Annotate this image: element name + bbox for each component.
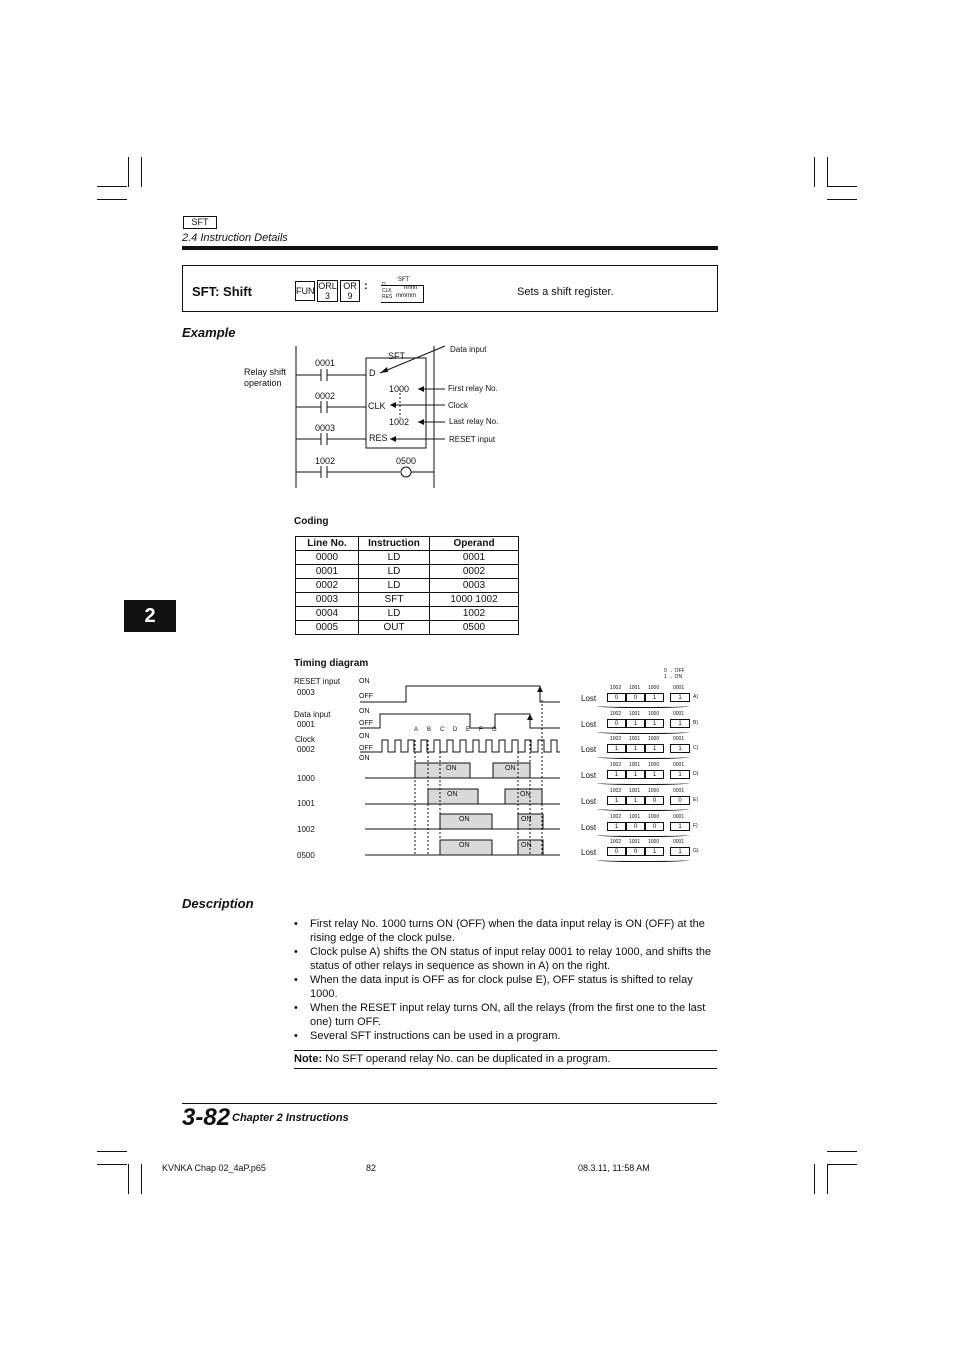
cell: 0003 [296,593,359,607]
bullet-text: When the RESET input relay turns ON, all the relays (from the first one to the last one) turn OFF. [310,1002,706,1028]
crop-mark [814,157,815,187]
register-bit: 1 [607,796,626,805]
cell: 1000 1002 [430,593,519,607]
table-row [296,579,519,593]
register-header: 1002 [610,839,622,845]
reset-on-label: ON [359,678,370,685]
register-bit: 1 [626,744,645,753]
instruction-title: SFT: Shift [192,284,252,299]
input-bit: 1 [670,693,690,702]
shift-arrow [597,703,689,708]
example-heading: Example [182,325,236,340]
list-item: • When the data input is OFF as for clock pulse E), OFF status is shifted to relay 1000. [294,974,693,1000]
contact-label-0002: 0002 [315,391,336,401]
input-bit: 1 [670,822,690,831]
r0500-on-text-1: ON [459,842,470,849]
register-bit: 0 [607,693,626,702]
lost-label: Lost [581,823,597,832]
register-header: 1002 [610,685,622,691]
register-header: 1000 [648,814,660,820]
input-bit: 1 [670,744,690,753]
contact-label-1002: 1002 [315,456,336,466]
crop-mark [97,1164,127,1165]
key-orl [317,280,338,302]
timing-reset-label: RESET input [294,677,341,686]
legend-on: 1 → ON [664,674,683,680]
crop-mark [827,186,857,187]
pulse-letter-a: A [414,727,419,733]
contact-label-0003: 0003 [315,423,336,433]
cell: SFT [359,593,430,607]
key-or-top: OR [343,281,357,291]
data-on-label: ON [359,708,370,715]
sft-last-relay: 1002 [389,417,410,427]
footer-date: 08.3.11, 11:58 AM [578,1163,650,1173]
contact-label-0001: 0001 [315,358,336,368]
chapter-label: Chapter 2 Instructions [232,1112,349,1124]
register-bit: 1 [607,770,626,779]
timing-clock-label: Clock [295,735,316,744]
state-id: E) [693,797,698,803]
relay-shift-label-2: operation [244,378,282,388]
description-bullets [294,917,718,1043]
register-header: 1000 [648,711,660,717]
crop-mark [827,1164,857,1165]
footer-rule [182,1103,717,1104]
legend-off: 0 → OFF [664,668,685,674]
cell: LD [359,607,430,621]
instruction-tag: SFT [183,216,217,229]
lost-label: Lost [581,694,597,703]
coil-label-0500: 0500 [396,456,417,466]
cell: 0005 [296,621,359,635]
crop-mark [814,1164,815,1194]
shift-arrow [597,832,689,837]
operand-nnnn: nnnn [404,285,418,291]
timing-r1000: 1000 [297,774,315,783]
data-off-label: OFF [359,720,373,727]
operand-d: D [382,282,386,288]
sft-res: RES [369,433,388,443]
register-bit: 1 [607,744,626,753]
timing-r1001: 1001 [297,799,315,808]
footer-num: 82 [366,1163,377,1173]
note-label: Note: [294,1053,323,1065]
input-bit: 1 [670,719,690,728]
callout-reset-input: RESET input [449,435,496,444]
cell: 0004 [296,607,359,621]
clock-on-label: ON [359,733,370,740]
list-item: • Several SFT instructions can be used in a program. [294,1030,561,1042]
col-line-no: Line No. [296,537,359,551]
register-bit: 1 [645,744,664,753]
table-row [296,621,519,635]
input-bit: 1 [670,847,690,856]
r1000-on-text-2: ON [505,765,516,772]
coding-heading: Coding [294,516,329,527]
cell: 1002 [430,607,519,621]
cell: LD [359,565,430,579]
r1002-on-text-2: ON [521,816,532,823]
footer-file: KVNKA Chap 02_4aP.p65 [162,1163,266,1173]
table-row [296,593,519,607]
relay-shift-label-1: Relay shift [244,367,287,377]
register-header: 1001 [629,788,641,794]
crop-mark [128,157,129,187]
shift-arrow [597,754,689,759]
register-header: 0001 [673,685,685,691]
timing-r1002: 1002 [297,825,315,834]
sft-d: D [369,368,376,378]
pulse-letter-f: F [479,727,483,733]
state-id: C) [693,745,699,751]
pulse-letter-c: C [440,727,445,733]
list-item: • Clock pulse A) shifts the ON status of input relay 0001 to relay 1000, and shifts the status of other relays in sequence as shown in A) on the right. [294,946,712,972]
register-header: 1000 [648,685,660,691]
timing-waveforms [360,670,570,862]
register-header: 1000 [648,736,660,742]
register-header: 1000 [648,839,660,845]
register-header: 0001 [673,814,685,820]
cell: 0001 [430,551,519,565]
header-rule [182,246,718,250]
register-header: 0001 [673,736,685,742]
r1001-on-text-2: ON [520,791,531,798]
crop-mark [827,199,857,200]
bullet-text: First relay No. 1000 turns ON (OFF) when the data input relay is ON (OFF) at the rising edge of the clock pulse. [310,918,705,944]
r1002-on-text-1: ON [459,816,470,823]
col-operand: Operand [430,537,519,551]
crop-mark [827,157,828,187]
register-header: 1000 [648,788,660,794]
register-header: 0001 [673,839,685,845]
callout-data-input: Data input [450,345,487,354]
timing-data-no: 0001 [297,720,315,729]
operand-sft-label: SFT [398,277,410,283]
state-id: A) [693,694,698,700]
r0500-on-text-2: ON [521,842,532,849]
coil-0500 [401,467,411,477]
reset-off-label: OFF [359,693,373,700]
cell: LD [359,551,430,565]
register-bit: 0 [607,847,626,856]
register-header: 1002 [610,736,622,742]
key-fun: FUN [295,281,315,301]
pulse-letter-g: G [492,727,497,733]
operand-clk: CLK [382,288,392,294]
register-header: 0001 [673,788,685,794]
pulse-letter-d: D [453,727,458,733]
state-id: D) [693,771,699,777]
col-instruction: Instruction [359,537,430,551]
register-header: 1002 [610,762,622,768]
crop-mark [827,1151,857,1152]
register-bit: 0 [645,822,664,831]
cell: 0001 [296,565,359,579]
state-id: G) [693,848,699,854]
cell: OUT [359,621,430,635]
register-header: 1002 [610,711,622,717]
input-bit: 1 [670,770,690,779]
clock-off-label: OFF [359,745,373,752]
instruction-title-box [182,265,718,312]
list-item: • When the RESET input relay turns ON, all the relays (from the first one to the last one) turn OFF. [294,1002,706,1028]
chapter-tab: 2 [124,600,176,632]
crop-mark [97,199,127,200]
colon-symbol: : [364,280,368,292]
key-or [340,280,360,302]
shift-arrow [597,729,689,734]
register-bit: 1 [626,719,645,728]
register-bit: 1 [645,847,664,856]
crop-mark [97,186,127,187]
table-row [296,565,519,579]
cell: 0002 [430,565,519,579]
shift-arrow [597,780,689,785]
crop-mark [97,1151,127,1152]
bullet-text: When the data input is OFF as for clock pulse E), OFF status is shifted to relay 1000. [310,974,693,1000]
register-header: 1001 [629,685,641,691]
sft-clk: CLK [368,401,386,411]
r1000-on-text-1: ON [446,765,457,772]
note-text: No SFT operand relay No. can be duplicated in a program. [322,1053,611,1065]
table-header-row [296,537,519,551]
register-bit: 1 [607,822,626,831]
timing-reset-no: 0003 [297,688,315,697]
sft-label: SFT [388,351,405,361]
register-bit: 0 [626,847,645,856]
key-or-bottom: 9 [347,291,353,301]
input-bit: 0 [670,796,690,805]
lost-label: Lost [581,720,597,729]
crop-mark [128,1164,129,1194]
shift-arrow [597,857,689,862]
lost-label: Lost [581,797,597,806]
register-header: 0001 [673,762,685,768]
register-bit: 0 [645,796,664,805]
callout-clock: Clock [448,401,469,410]
table-row [296,551,519,565]
clock-on-label-2: ON [359,755,370,762]
register-header: 1002 [610,788,622,794]
state-id: B) [693,720,698,726]
r1000-on-1 [415,763,470,778]
bullet-text: Clock pulse A) shifts the ON status of input relay 0001 to relay 1000, and shifts the status of other relays in sequence as shown in A) on the right. [310,946,712,972]
crop-mark [141,1164,142,1194]
reset-waveform [360,686,560,702]
lost-label: Lost [581,848,597,857]
sft-first-relay: 1000 [389,384,410,394]
callout-first-relay: First relay No. [448,384,498,393]
register-bit: 1 [645,693,664,702]
operand-res: RES [382,294,393,300]
coding-table [295,536,519,635]
register-header: 1001 [629,762,641,768]
key-orl-bottom: 3 [324,291,330,301]
register-header: 0001 [673,711,685,717]
page-number: 3-82 [182,1104,231,1131]
register-bit: 1 [626,770,645,779]
cell: 0002 [296,579,359,593]
state-id: F) [693,823,698,829]
table-row [296,607,519,621]
description-heading: Description [182,896,254,911]
lost-label: Lost [581,771,597,780]
list-item: • First relay No. 1000 turns ON (OFF) when the data input relay is ON (OFF) at the rising edge of the clock pulse. [294,918,705,944]
cell: 0003 [430,579,519,593]
note-box [294,1050,717,1069]
register-header: 1001 [629,736,641,742]
section-title: 2.4 Instruction Details [182,232,288,244]
callout-last-relay: Last relay No. [449,417,499,426]
key-orl-top: ORL [318,281,337,291]
register-header: 1001 [629,839,641,845]
register-bit: 0 [626,693,645,702]
cell: LD [359,579,430,593]
register-bit: 1 [645,719,664,728]
register-header: 1001 [629,711,641,717]
instruction-description: Sets a shift register. [517,286,614,298]
shift-arrow [597,806,689,811]
operand-mmmm: mmmm [396,293,416,299]
register-bit: 0 [607,719,626,728]
crop-mark [827,1164,828,1194]
crop-mark [141,157,142,187]
lost-label: Lost [581,745,597,754]
cell: 0500 [430,621,519,635]
timing-r0500: 0500 [297,851,315,860]
register-header: 1002 [610,814,622,820]
register-bit: 1 [626,796,645,805]
register-bit: 0 [626,822,645,831]
cell: 0000 [296,551,359,565]
timing-data-label: Data input [294,710,331,719]
r1001-on-text-1: ON [447,791,458,798]
pulse-letter-e: E [466,727,471,733]
bullet-text: Several SFT instructions can be used in a program. [310,1030,561,1042]
timing-heading: Timing diagram [294,658,369,669]
timing-clock-no: 0002 [297,745,315,754]
register-bit: 1 [645,770,664,779]
pulse-letter-b: B [427,727,432,733]
ladder-diagram [240,340,540,490]
register-header: 1001 [629,814,641,820]
register-header: 1000 [648,762,660,768]
